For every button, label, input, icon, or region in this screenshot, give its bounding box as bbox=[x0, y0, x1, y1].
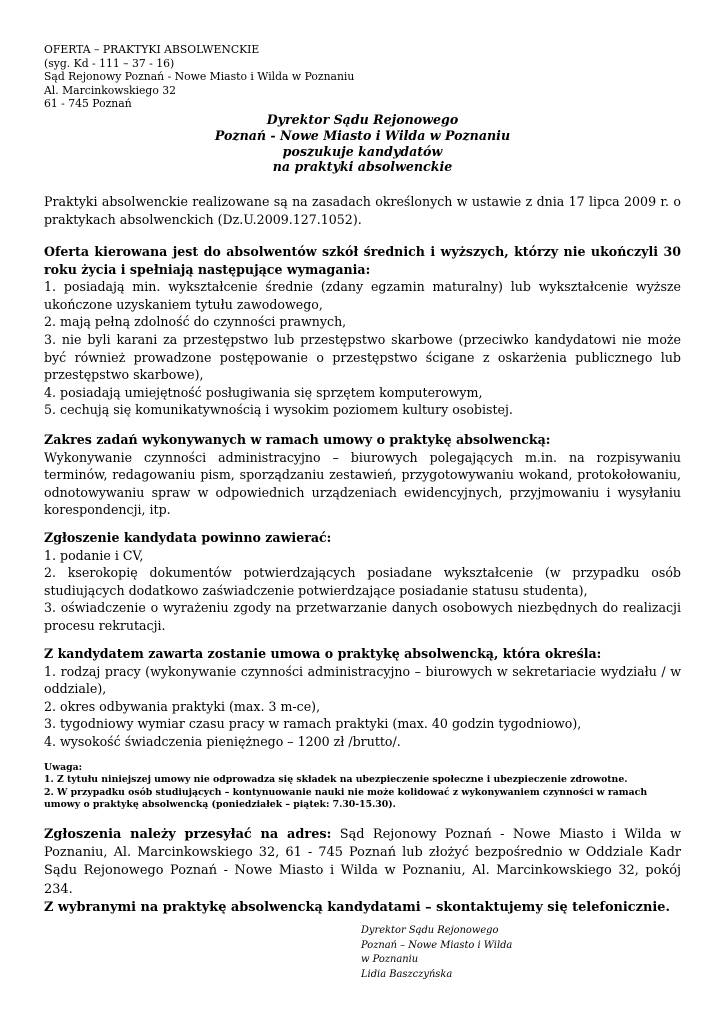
contract-item: 1. rodzaj pracy (wykonywanie czynności administracyjno – biurowych w sekretariacie wydziału / w oddziale), bbox=[44, 663, 681, 697]
intro-paragraph: Praktyki absolwenckie realizowane są na zasadach określonych w ustawie z dnia 17 lipca 2009 r. o praktykach absolwenckich (Dz.U.2009.127.1052). bbox=[44, 194, 681, 227]
title-line-4: na praktyki absolwenckie bbox=[272, 159, 453, 175]
signature-block bbox=[361, 924, 512, 982]
signature-line-3: w Poznaniu bbox=[361, 954, 419, 966]
submission-label: Zgłoszenia należy przesyłać na adres: bbox=[44, 827, 332, 842]
title-line-2: Poznań - Nowe Miasto i Wilda w Poznaniu bbox=[214, 127, 511, 143]
contract-item: 2. okres odbywania praktyki (max. 3 m-ce), bbox=[44, 698, 321, 714]
announcement-title bbox=[0, 112, 725, 175]
requirements-heading: Oferta kierowana jest do absolwentów szkół średnich i wyższych, którzy nie ukończyli 30 roku życia i spełniają następujące wymagania: bbox=[44, 244, 681, 277]
application-item: 3. oświadczenie o wyrażeniu zgody na przetwarzanie danych osobowych niezbędnych do realizacji procesu rekrutacji. bbox=[44, 600, 681, 633]
intro-section bbox=[44, 193, 681, 228]
signature-line-1: Dyrektor Sądu Rejonowego bbox=[361, 925, 499, 936]
application-item: 1. podanie i CV, bbox=[44, 547, 144, 563]
document-header bbox=[44, 43, 354, 111]
header-court-name: Sąd Rejonowy Poznań - Nowe Miasto i Wilda w Poznaniu bbox=[44, 70, 355, 84]
requirement-item: 3. nie byli karani za przestępstwo lub przestępstwo skarbowe (przeciwko kandydatowi nie może być również prowadzone postępowanie o przestępstwo ścigane z oskarżenia publicznego lub przestępstwo skarbowe), bbox=[44, 331, 681, 383]
requirement-item: 2. mają pełną zdolność do czynności prawnych, bbox=[44, 314, 347, 330]
title-line-3: poszukuje kandydatów bbox=[282, 143, 443, 159]
submission-address: Sąd Rejonowy Poznań - Nowe Miasto i Wilda w Poznaniu, Al. Marcinkowskiego 32, 61 - 745 Poznań lub złożyć bezpośrednio w Oddziale Kadr Sądu Rejonowego Poznań - Nowe Miasto i Wilda w Poznaniu, Al. Marcinkowskiego 32, pokój 234. bbox=[44, 827, 681, 897]
submission-paragraph bbox=[44, 826, 681, 899]
contract-heading: Z kandydatem zawarta zostanie umowa o praktykę absolwencką, która określa: bbox=[44, 646, 602, 661]
contract-item: 3. tygodniowy wymiar czasu pracy w ramach praktyki (max. 40 godzin tygodniowo), bbox=[44, 716, 582, 732]
signature-line-2: Poznań – Nowe Miasto i Wilda bbox=[361, 939, 513, 951]
header-offer-title: OFERTA – PRAKTYKI ABSOLWENCKIE bbox=[44, 43, 260, 56]
application-heading: Zgłoszenie kandydata powinno zawierać: bbox=[44, 530, 332, 545]
requirement-item: 5. cechują się komunikatywnością i wysokim poziomem kultury osobistej. bbox=[44, 402, 513, 418]
submission-closing: Z wybranymi na praktykę absolwencką kandydatami – skontaktujemy się telefonicznie. bbox=[44, 899, 670, 915]
requirement-item: 1. posiadają min. wykształcenie średnie (zdany egzamin maturalny) lub wykształcenie wyższe ukończone uzyskaniem tytułu zawodowego, bbox=[44, 279, 681, 312]
note-heading: Uwaga: bbox=[44, 762, 83, 773]
contract-item: 4. wysokość świadczenia pieniężnego – 1200 zł /brutto/. bbox=[44, 733, 401, 749]
title-line-1: Dyrektor Sądu Rejonowego bbox=[266, 112, 459, 127]
application-section bbox=[44, 529, 681, 635]
header-postal-city: 61 - 745 Poznań bbox=[44, 97, 132, 111]
note-item: 1. Z tytułu niniejszej umowy nie odprowadza się składek na ubezpieczenie społeczne i ubezpieczenie zdrowotne. bbox=[44, 774, 628, 786]
note-section bbox=[44, 762, 681, 812]
requirements-section bbox=[44, 243, 681, 419]
header-reference-number: (syg. Kd - 111 – 37 - 16) bbox=[44, 56, 175, 70]
header-street: Al. Marcinkowskiego 32 bbox=[44, 83, 177, 97]
submission-section bbox=[44, 826, 681, 917]
requirement-item: 4. posiadają umiejętność posługiwania się sprzętem komputerowym, bbox=[44, 384, 483, 400]
signature-name: Lidia Baszczyńska bbox=[361, 968, 453, 980]
tasks-heading: Zakres zadań wykonywanych w ramach umowy o praktykę absolwencką: bbox=[44, 432, 551, 447]
contract-section bbox=[44, 645, 681, 751]
tasks-paragraph: Wykonywanie czynności administracyjno – biurowych polegających m.in. na rozpisywaniu terminów, redagowaniu pism, sporządzaniu zestawień, przygotowywaniu wokand, protokołowaniu, odnotowywaniu spraw w odpowiednich urządzeniach ewidencyjnych, przyjmowaniu i wysyłaniu korespondencji, itp. bbox=[44, 449, 681, 518]
note-item: 2. W przypadku osób studiujących – kontynuowanie nauki nie może kolidować z wykonywaniem czynności w ramach umowy o praktykę absolwencką (poniedziałek – piątek: 7.30-15.30). bbox=[44, 786, 648, 811]
application-item: 2. kserokopię dokumentów potwierdzających posiadane wykształcenie (w przypadku osób studiujących dodatkowo zaświadczenie potwierdzające posiadanie statusu studenta), bbox=[44, 565, 681, 598]
tasks-section bbox=[44, 431, 681, 519]
